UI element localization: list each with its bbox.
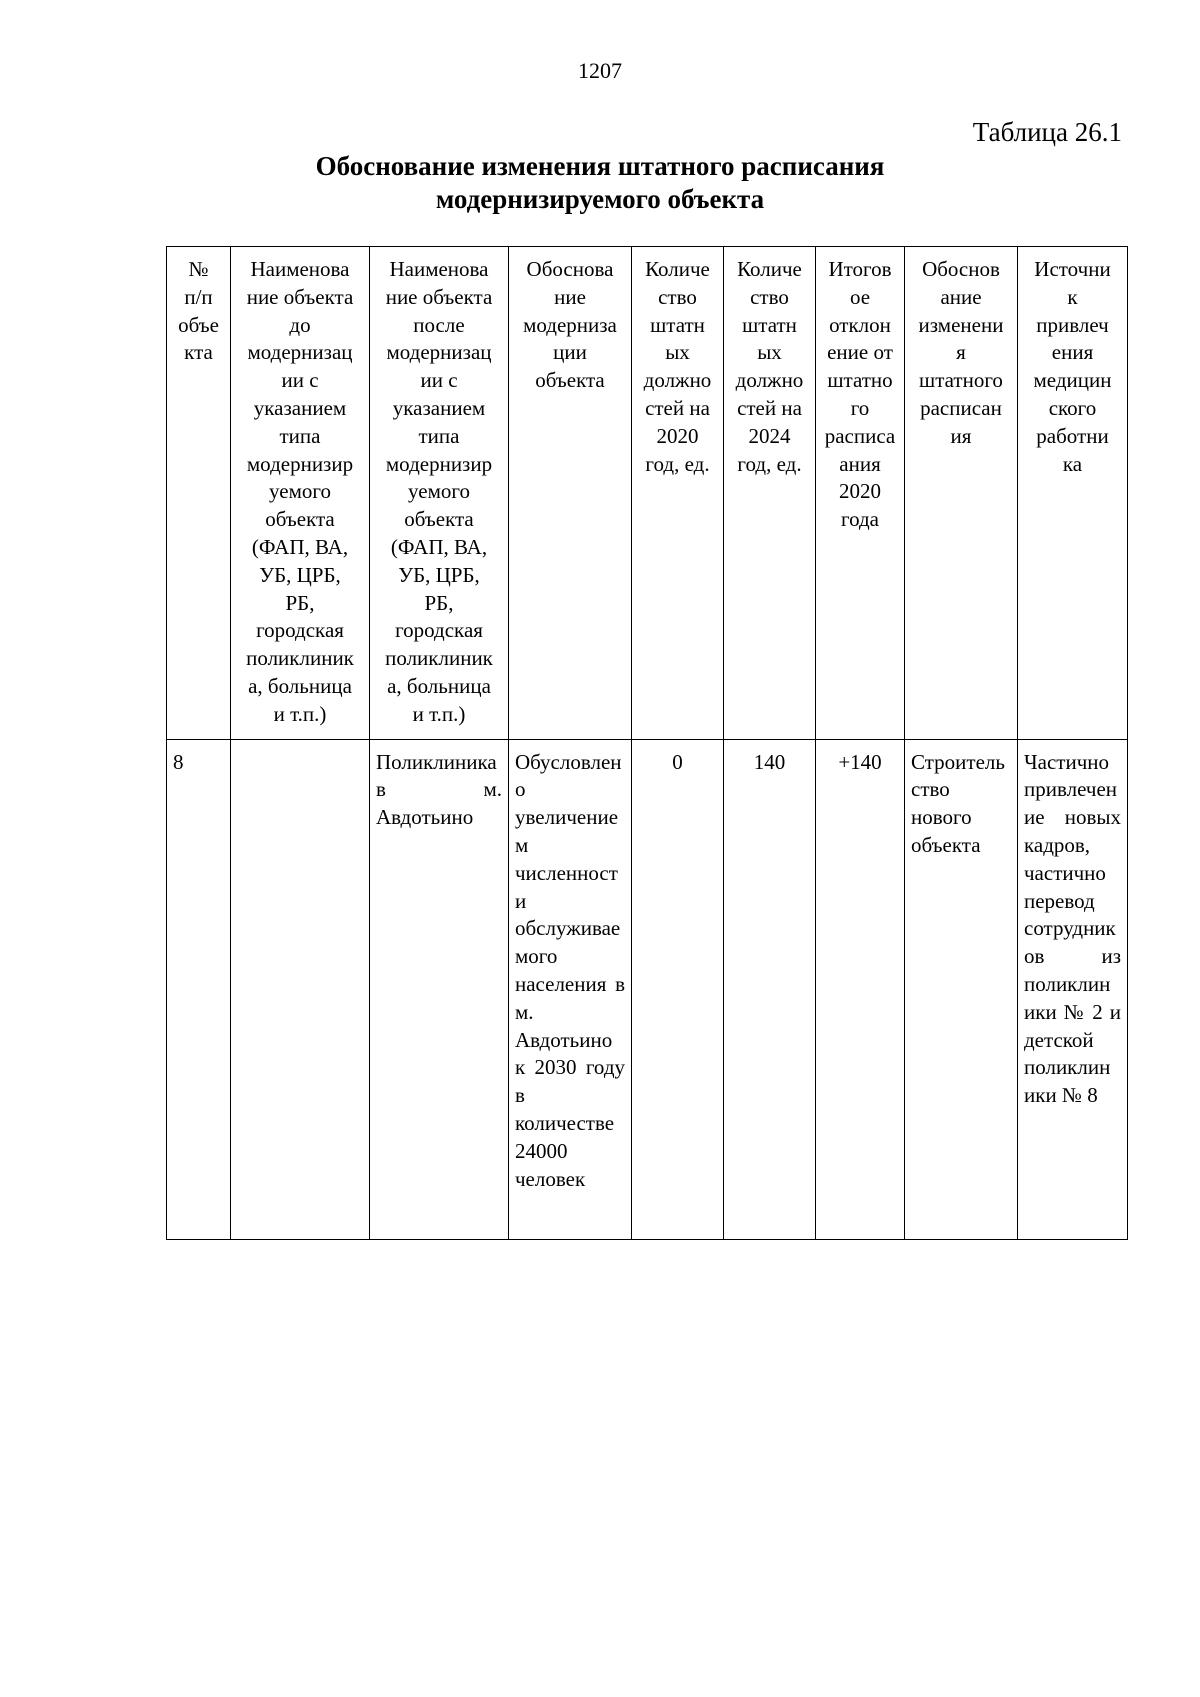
header-staff-2020: Количе ство штатн ых должно стей на 2020 год, ед. xyxy=(632,247,724,740)
cell-staff-2020: 0 xyxy=(632,739,724,1239)
document-title-line-1: Обоснование изменения штатного расписания xyxy=(315,151,885,181)
header-name-after: Наименова ние объекта после модернизац ии с указанием типа модернизир уемого объекта (ФАП, ВА, УБ, ЦРБ, РБ, городская поликлиник а, больница и т.п.) xyxy=(370,247,509,740)
cell-name-before xyxy=(231,739,370,1239)
cell-object-number: 8 xyxy=(167,739,231,1239)
cell-modernization-justification: Обусловлено увеличением численности обслуживаемого населения в м. Авдотьино к 2030 году в количестве 24000 человек xyxy=(509,739,632,1239)
cell-staff-source: Частично привлечение новых кадров, частично перевод сотрудников из поликлиники № 2 и детской поликлиники № 8 xyxy=(1018,739,1128,1239)
cell-change-justification: Строительство нового объекта xyxy=(905,739,1018,1239)
document-title xyxy=(0,150,1200,216)
header-total-deviation: Итогов ое отклон ение от штатно го расписа ания 2020 года xyxy=(816,247,905,740)
header-staff-source: Источни к привлеч ения медицин ского работни ка xyxy=(1018,247,1128,740)
table-number: Таблица 26.1 xyxy=(972,117,1122,147)
page-number: 1207 xyxy=(578,58,622,83)
cell-staff-2024: 140 xyxy=(724,739,816,1239)
header-staff-2024: Количе ство штатн ых должно стей на 2024 год, ед. xyxy=(724,247,816,740)
cell-name-after: Поликлиника в м. Авдотьино xyxy=(370,739,509,1239)
cell-total-deviation: +140 xyxy=(816,739,905,1239)
header-name-before: Наименова ние объекта до модернизац ии с указанием типа модернизир уемого объекта (ФАП, ВА, УБ, ЦРБ, РБ, городская поликлиник а, больница и т.п.) xyxy=(231,247,370,740)
header-modernization-justification: Обоснова ние модерниза ции объекта xyxy=(509,247,632,740)
header-change-justification: Обоснов ание изменени я штатного расписан ия xyxy=(905,247,1018,740)
staffing-justification-table xyxy=(166,246,1128,1240)
table-row xyxy=(167,739,1128,1239)
table-header-row xyxy=(167,247,1128,740)
document-title-line-2: модернизируемого объекта xyxy=(435,184,765,214)
header-object-number: № п/п объе кта xyxy=(167,247,231,740)
